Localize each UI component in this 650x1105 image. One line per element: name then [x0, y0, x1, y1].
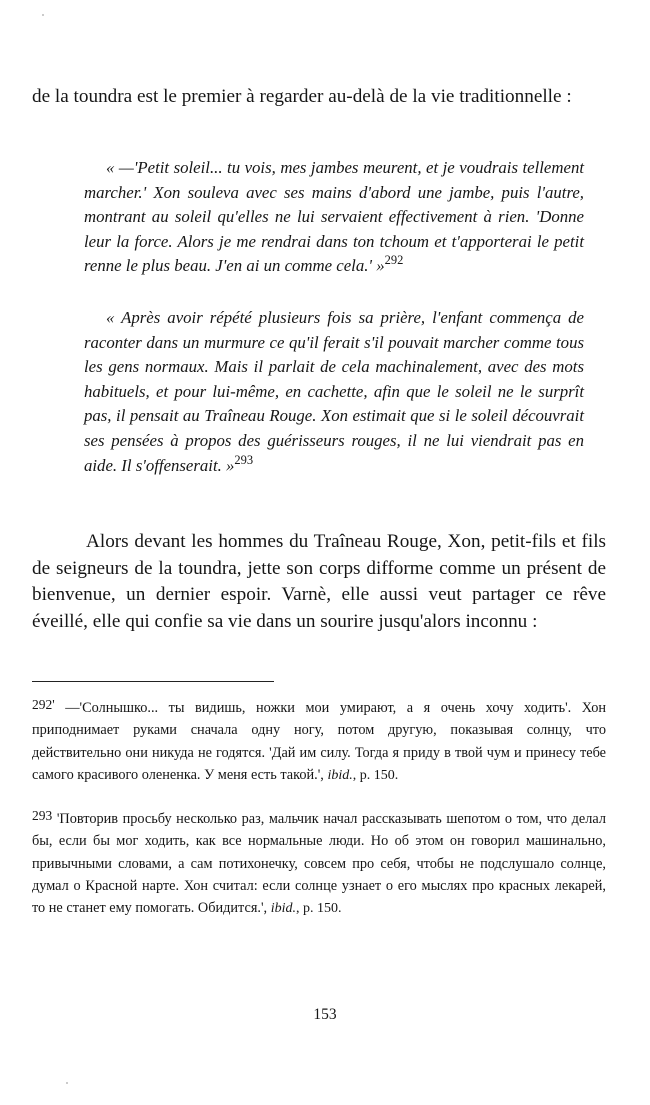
footnote-text: —'Солнышко... ты видишь, ножки мои умирают, а я очень хочу ходить'. Хон приподнимает руками сначала одну ногу, потом другую, показывая солнцу, что действительно они никуда не годятся. 'Дай им силу. Тогда я приду в твой чум и принесу тебе самого красивого олененка. У меня есть такой.', [32, 700, 606, 783]
scan-speck [66, 1082, 68, 1084]
paragraph-intro: de la toundra est le premier à regarder au-delà de la vie traditionnelle : [32, 86, 572, 107]
paragraph-red-sledge: Alors devant les hommes du Traîneau Rouge, Xon, petit-fils et fils de seigneurs de la toundra, jette son corps difforme comme un présent de bienvenue, un dernier espoir. Varnè, elle aussi veut partager ce rêve éveillé, elle qui confie sa vie dans un sourire jusqu'alors inconnu : [32, 531, 606, 632]
footnote-number: 292 [32, 697, 53, 712]
footnote-number: 293 [32, 808, 53, 823]
footnote-ref-293[interactable]: 293 [234, 452, 254, 467]
page-number: 153 [313, 1006, 337, 1023]
footnote-293: 293 'Повторив просьбу несколько раз, мальчик начал рассказывать шепотом о том, что делал бы, если бы мог ходить, как все нормальные люди. Но об этом он говорил машинально, привычными словами, а сам потихонечку, совсем про себя, чтобы не подслушало солнце, думал о Красной нарте. Хон считал: если солнце узнает о его мыслях про красных лекарей, то не станет ему помогать. Обидится.', ibid., p. 150. [32, 808, 606, 917]
footnote-text: 'Повторив просьбу несколько раз, мальчик начал рассказывать шепотом о том, что делал бы, если бы мог ходить, как все нормальные люди. Но об этом он говорил машинально, привычными словами, а сам потихонечку, совсем про себя, чтобы не подслушало солнце, думал о Красной нарте. Хон считал: если солнце узнает о его мыслях про красных лекарей, то не станет ему помогать. Обидится.', [32, 811, 606, 917]
footnote-ref-292[interactable]: 292 [384, 253, 404, 268]
scan-speck [42, 14, 44, 16]
quote-xon-prayer: « —'Petit soleil... tu vois, mes jambes meurent, et je voudrais tellement marcher.' Xon souleva avec ses mains d'abord une jambe, puis l'autre, montrant au soleil qu'elles ne lui servaient effectivement à rien. 'Donne leur la force. Alors je me rendrai dans ton tchoum et t'apporterai le petit renne le plus beau. J'en ai un comme cela.' »$^{292}$ [84, 158, 584, 276]
quote-child-murmur: « Après avoir répété plusieurs fois sa prière, l'enfant commença de raconter dans un murmure ce qu'il ferait s'il pouvait marcher comme tous les gens normaux. Mais il parlait de cela machinalement, avec des mots habituels, et pour lui-même, en cachette, afin que le soleil ne le surprît pas, il pensait au Traîneau Rouge. Xon estimait que si le soleil découvrait ses pensées à propos des guérisseurs rouges, il ne lui viendrait pas en aide. Il s'offenserait. »$^{293}$ [84, 308, 584, 475]
footnote-separator [32, 681, 274, 682]
footnote-292: 292' —'Солнышко... ты видишь, ножки мои умирают, а я очень хочу ходить'. Хон приподнимает руками сначала одну ногу, потом другую, показывая солнцу, что действительно они никуда не годятся. 'Дай им силу. Тогда я приду в твой чум и принесу тебе самого красивого олененка. У меня есть такой.', ibid., p. 150. [32, 697, 606, 783]
